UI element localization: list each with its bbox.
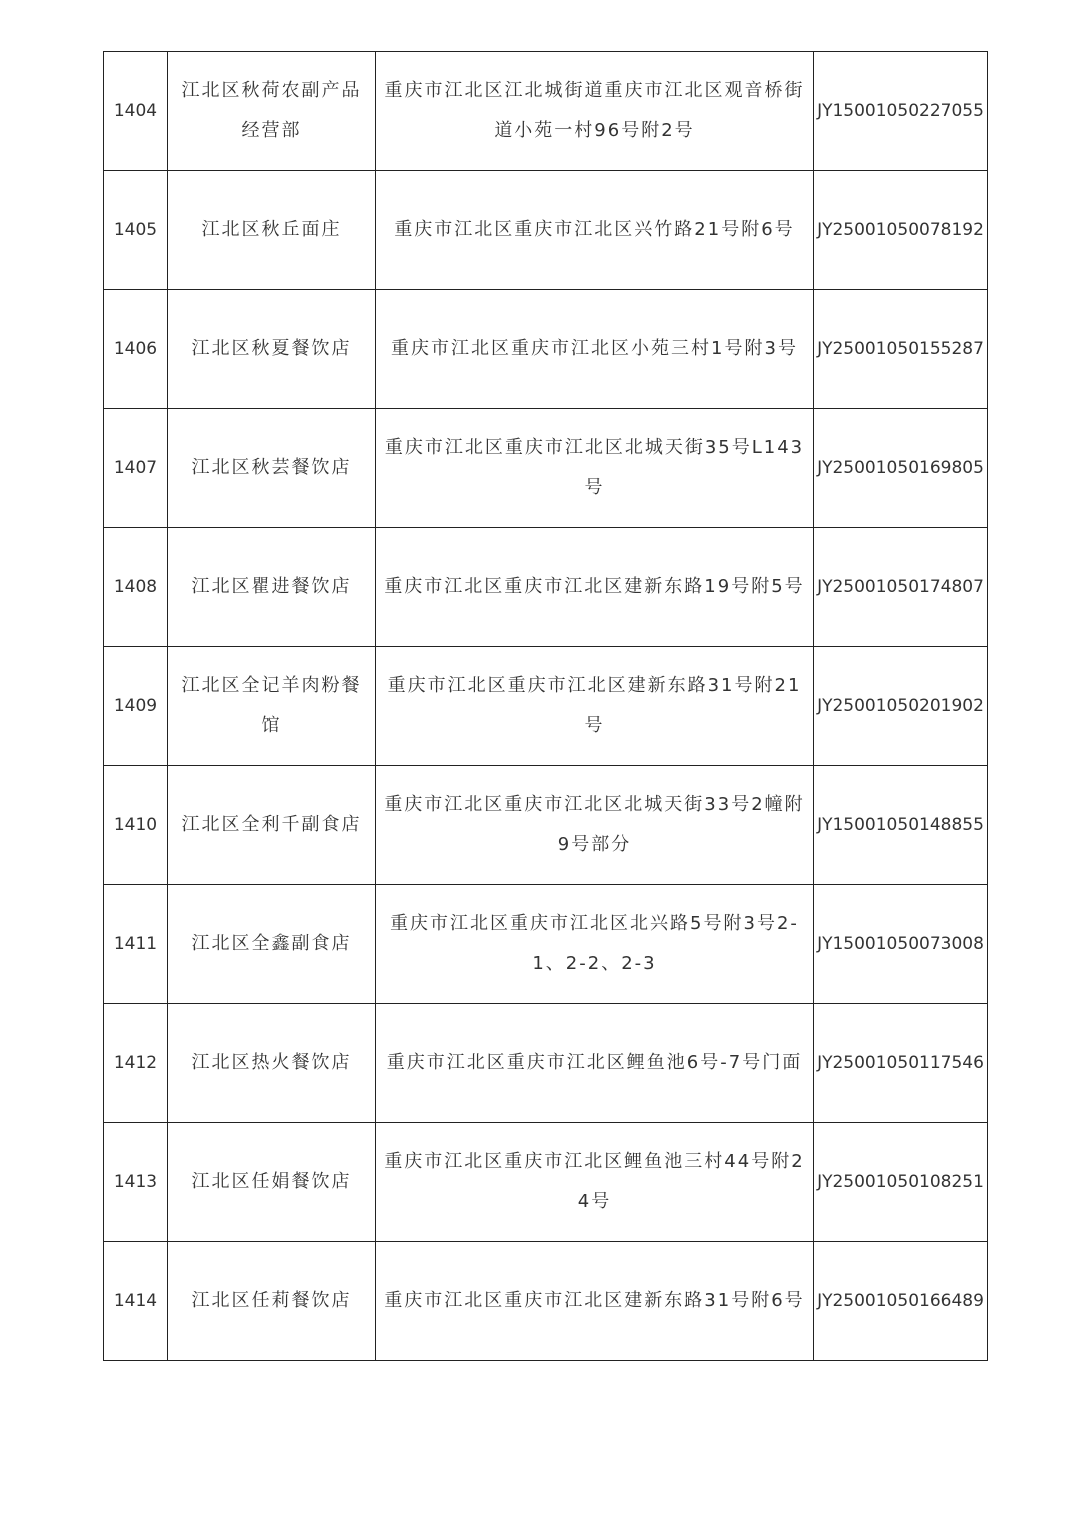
business-name: 江北区秋丘面庄	[168, 171, 376, 290]
table-row	[104, 885, 988, 1004]
business-name: 江北区秋夏餐饮店	[168, 290, 376, 409]
row-number: 1404	[104, 52, 168, 171]
row-number: 1409	[104, 647, 168, 766]
table-row	[104, 1004, 988, 1123]
row-number: 1407	[104, 409, 168, 528]
table-row	[104, 290, 988, 409]
business-address: 重庆市江北区重庆市江北区兴竹路21号附6号	[376, 171, 814, 290]
business-address: 重庆市江北区重庆市江北区北兴路5号附3号2-1、2-2、2-3	[376, 885, 814, 1004]
business-address: 重庆市江北区重庆市江北区北城天街33号2幢附9号部分	[376, 766, 814, 885]
business-name: 江北区任娟餐饮店	[168, 1123, 376, 1242]
business-name: 江北区全记羊肉粉餐馆	[168, 647, 376, 766]
business-address: 重庆市江北区重庆市江北区鲤鱼池三村44号附24号	[376, 1123, 814, 1242]
business-address: 重庆市江北区江北城街道重庆市江北区观音桥街道小苑一村96号附2号	[376, 52, 814, 171]
business-name: 江北区全鑫副食店	[168, 885, 376, 1004]
row-number: 1414	[104, 1242, 168, 1361]
table-row	[104, 528, 988, 647]
license-number: JY15001050148855	[814, 766, 988, 885]
business-address: 重庆市江北区重庆市江北区建新东路31号附6号	[376, 1242, 814, 1361]
business-name: 江北区全利千副食店	[168, 766, 376, 885]
table-row	[104, 766, 988, 885]
row-number: 1406	[104, 290, 168, 409]
license-number: JY25001050169805	[814, 409, 988, 528]
business-name: 江北区热火餐饮店	[168, 1004, 376, 1123]
business-address: 重庆市江北区重庆市江北区小苑三村1号附3号	[376, 290, 814, 409]
license-number: JY25001050166489	[814, 1242, 988, 1361]
business-name: 江北区瞿进餐饮店	[168, 528, 376, 647]
row-number: 1405	[104, 171, 168, 290]
license-number: JY25001050201902	[814, 647, 988, 766]
business-registry-table	[103, 51, 988, 1361]
license-number: JY15001050227055	[814, 52, 988, 171]
row-number: 1408	[104, 528, 168, 647]
row-number: 1413	[104, 1123, 168, 1242]
table-row	[104, 409, 988, 528]
table-row	[104, 647, 988, 766]
row-number: 1412	[104, 1004, 168, 1123]
license-number: JY25001050117546	[814, 1004, 988, 1123]
table-row	[104, 171, 988, 290]
license-number: JY25001050078192	[814, 171, 988, 290]
business-address: 重庆市江北区重庆市江北区北城天街35号L143号	[376, 409, 814, 528]
row-number: 1410	[104, 766, 168, 885]
business-name: 江北区秋芸餐饮店	[168, 409, 376, 528]
license-number: JY25001050174807	[814, 528, 988, 647]
table-row	[104, 1123, 988, 1242]
business-address: 重庆市江北区重庆市江北区鲤鱼池6号-7号门面	[376, 1004, 814, 1123]
business-name: 江北区秋荷农副产品经营部	[168, 52, 376, 171]
table-row	[104, 52, 988, 171]
row-number: 1411	[104, 885, 168, 1004]
license-number: JY15001050073008	[814, 885, 988, 1004]
business-name: 江北区任莉餐饮店	[168, 1242, 376, 1361]
table-row	[104, 1242, 988, 1361]
business-address: 重庆市江北区重庆市江北区建新东路19号附5号	[376, 528, 814, 647]
license-number: JY25001050108251	[814, 1123, 988, 1242]
license-number: JY25001050155287	[814, 290, 988, 409]
business-address: 重庆市江北区重庆市江北区建新东路31号附21号	[376, 647, 814, 766]
